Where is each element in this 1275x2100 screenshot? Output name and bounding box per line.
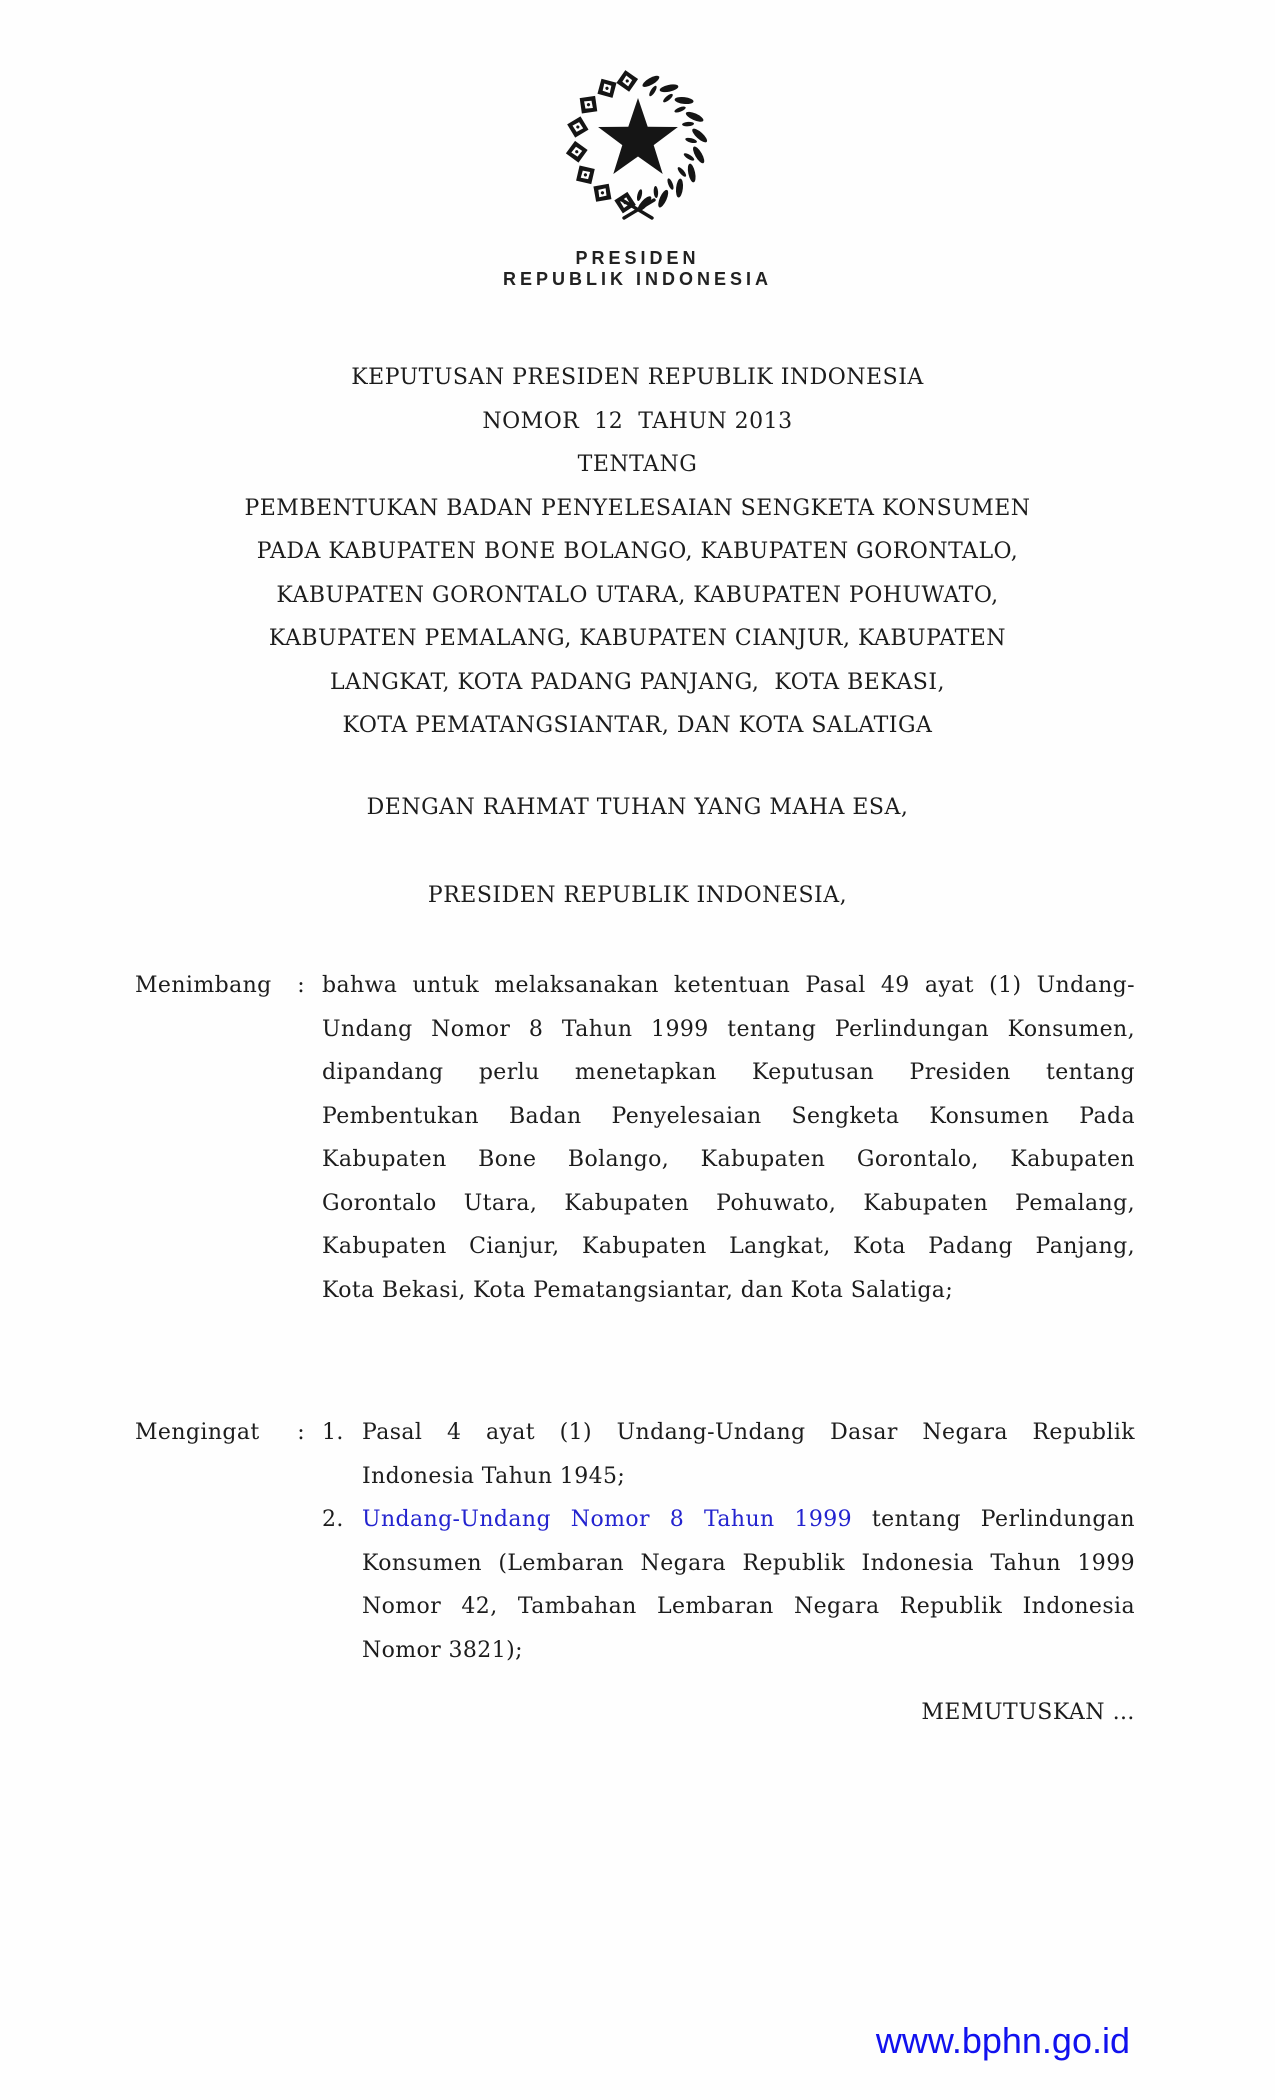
after-link-text: tentang Perlindungan [852, 1507, 1135, 1532]
item-2-lines [362, 1498, 1135, 1672]
mengingat-line [362, 1498, 1135, 1542]
memutuskan-catchword: MEMUTUSKAN … [921, 1700, 1135, 1725]
letterhead-block [0, 70, 1275, 290]
menimbang-line: Undang Nomor 8 Tahun 1999 tentang Perlindungan Konsumen, [322, 1016, 1135, 1042]
title-line-tentang: TENTANG [577, 452, 698, 477]
star-icon [598, 98, 678, 174]
title-line: PADA KABUPATEN BONE BOLANGO, KABUPATEN GORONTALO, [256, 539, 1019, 564]
mengingat-line: Nomor 3821); [362, 1637, 523, 1663]
decree-title [0, 356, 1275, 748]
menimbang-line: dipandang perlu menetapkan Keputusan Presiden tentang [322, 1060, 1135, 1085]
title-line: KEPUTUSAN PRESIDEN REPUBLIK INDONESIA [351, 365, 924, 390]
menimbang-label [135, 964, 305, 1312]
mengingat-item-1 [322, 1411, 1135, 1498]
mengingat-line: Pasal 4 ayat (1) Undang-Undang Dasar Negara Republik [362, 1420, 1135, 1445]
uu-8-1999-link[interactable]: Undang-Undang Nomor 8 Tahun 1999 [362, 1507, 853, 1532]
menimbang-section [135, 964, 1135, 1312]
title-line: KOTA PEMATANGSIANTAR, DAN KOTA SALATIGA [342, 713, 933, 738]
presiden-opening-line: PRESIDEN REPUBLIK INDONESIA, [427, 883, 848, 908]
title-line: LANGKAT, KOTA PADANG PANJANG, KOTA BEKASI, [329, 669, 946, 695]
title-line-nomor: NOMOR 12 TAHUN 2013 [482, 408, 793, 434]
mengingat-colon: : [297, 1420, 305, 1445]
menimbang-line: Kota Bekasi, Kota Pematangsiantar, dan Kota Salatiga; [322, 1277, 954, 1303]
menimbang-line: Gorontalo Utara, Kabupaten Pohuwato, Kabupaten Pemalang, [322, 1190, 1135, 1216]
menimbang-line: Pembentukan Badan Penyelesaian Sengketa Konsumen Pada [322, 1103, 1135, 1129]
title-line: KABUPATEN GORONTALO UTARA, KABUPATEN POHUWATO, [276, 582, 999, 608]
menimbang-colon: : [297, 973, 305, 998]
mengingat-body [322, 1411, 1135, 1672]
menimbang-line: Kabupaten Cianjur, Kabupaten Langkat, Kota Padang Panjang, [322, 1234, 1135, 1259]
bphn-website-link[interactable]: www.bphn.go.id [875, 2020, 1130, 2061]
letterhead-presiden: PRESIDEN [575, 248, 700, 268]
menimbang-body [322, 964, 1135, 1312]
mengingat-label [135, 1411, 305, 1672]
item-2-number: 2. [322, 1507, 344, 1532]
menimbang-line: Kabupaten Bone Bolango, Kabupaten Gorontalo, Kabupaten [322, 1147, 1135, 1172]
rahmat-line: DENGAN RAHMAT TUHAN YANG MAHA ESA, [366, 795, 909, 820]
mengingat-label-text: Mengingat [135, 1420, 260, 1445]
title-line: PEMBENTUKAN BADAN PENYELESAIAN SENGKETA KONSUMEN [244, 495, 1031, 521]
mengingat-line: Indonesia Tahun 1945; [362, 1463, 626, 1489]
menimbang-label-text: Menimbang [135, 973, 272, 998]
menimbang-line: bahwa untuk melaksanakan ketentuan Pasal 49 ayat (1) Undang- [322, 973, 1135, 998]
item-1-number: 1. [322, 1420, 344, 1445]
mengingat-line: Nomor 42, Tambahan Lembaran Negara Republik Indonesia [362, 1594, 1135, 1619]
mengingat-section [135, 1411, 1135, 1672]
mengingat-line: Konsumen (Lembaran Negara Republik Indonesia Tahun 1999 [362, 1550, 1135, 1576]
presidential-star-wreath-emblem-icon [558, 70, 718, 220]
title-line: KABUPATEN PEMALANG, KABUPATEN CIANJUR, KABUPATEN [268, 626, 1007, 651]
mengingat-item-2 [322, 1498, 1135, 1672]
letterhead-republik-indonesia: REPUBLIK INDONESIA [502, 269, 772, 289]
item-1-lines [362, 1411, 1135, 1498]
